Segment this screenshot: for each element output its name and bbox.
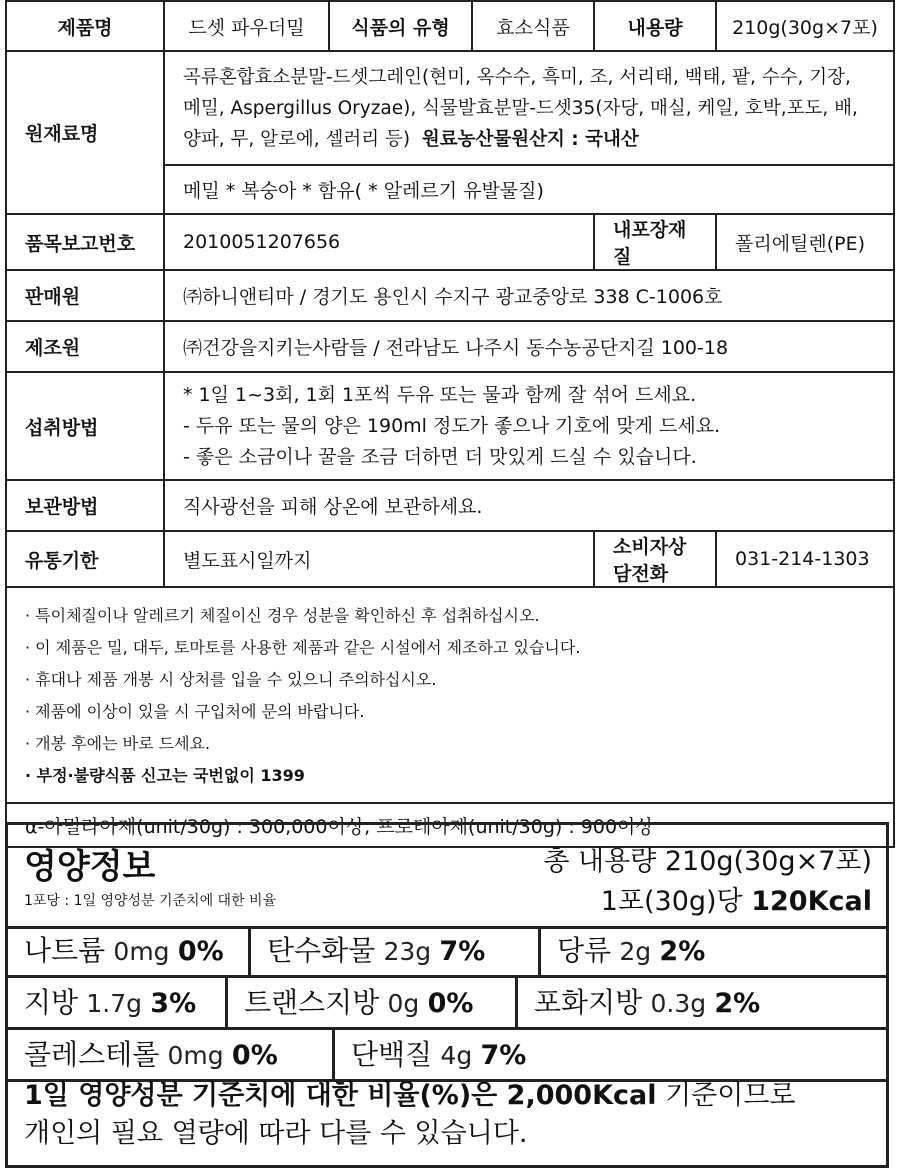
content-amount: 210g(30g×7포)	[716, 1, 894, 51]
nutrient-fat	[8, 978, 225, 1027]
content-label: 내용량	[594, 1, 716, 51]
nutrient-name: 포화지방	[534, 986, 643, 1019]
intake-line-3: - 좋은 소금이나 꿀을 조금 더하면 더 맛있게 드실 수 있습니다.	[183, 445, 697, 468]
nutrient-amount: 0g	[387, 989, 420, 1018]
packaging-label: 내포장재질	[594, 214, 716, 270]
nutrient-percent: 2%	[659, 936, 706, 967]
consult-phone: 031-214-1303	[716, 531, 894, 587]
precaution-2: · 이 제품은 밀, 대두, 토마토를 사용한 제품과 같은 시설에서 제조하고 있습니다.	[25, 638, 581, 657]
footnote-bold: 1일 영양성분 기준치에 대한 비율(%)은 2,000Kcal	[24, 1080, 657, 1111]
nutrient-name: 지방	[24, 986, 79, 1019]
ingredients-line-2: 메밀, Aspergillus Oryzae), 식물발효분말-드셋35(자당, 매실, 케일, 호박,포도, 배,	[183, 97, 858, 119]
packaging: 폴리에틸렌(PE)	[716, 214, 894, 270]
ingredients-line-3-text: 양파, 무, 알로에, 셀러리 등)	[183, 128, 411, 150]
product-info-table	[5, 0, 895, 848]
nutrition-header	[8, 825, 886, 929]
precaution-3: · 휴대나 제품 개봉 시 상처를 입을 수 있으니 주의하십시오.	[25, 670, 437, 689]
nutrient-percent: 0%	[177, 936, 224, 967]
food-type-label: 식품의 유형	[329, 1, 472, 51]
storage-label: 보관방법	[6, 480, 164, 531]
expiry: 별도표시일까지	[164, 531, 594, 587]
nutrient-name: 콜레스테롤	[24, 1038, 160, 1071]
footnote-line-2: 개인의 필요 열량에 따라 다를 수 있습니다.	[24, 1118, 528, 1149]
footnote-rest: 기준이므로	[656, 1080, 796, 1111]
food-type: 효소식품	[472, 1, 594, 51]
seller-label: 판매원	[6, 270, 164, 321]
product-name-label: 제품명	[6, 1, 164, 51]
nutrient-name: 단백질	[351, 1038, 433, 1071]
nutrient-amount: 23g	[383, 937, 432, 966]
nutrient-percent: 2%	[714, 988, 761, 1019]
nutrient-sugars	[538, 926, 886, 975]
report-no: 2010051207656	[164, 214, 594, 270]
product-info-label	[5, 0, 893, 848]
nutrient-percent: 7%	[480, 1040, 527, 1071]
nutrient-amount: 0mg	[113, 937, 170, 966]
ingredients-label: 원재료명	[6, 51, 164, 214]
intake-cell	[164, 372, 894, 480]
nutrient-name: 트랜스지방	[244, 986, 380, 1019]
calories: 120Kcal	[751, 886, 872, 917]
nutrition-subtitle: 1포당 : 1일 영양성분 기준치에 대한 비율	[24, 893, 277, 909]
nutrition-title: 영양정보	[24, 847, 156, 887]
footnote-line-1	[24, 1077, 795, 1115]
consult-label: 소비자상담전화	[594, 531, 716, 587]
nutrient-amount: 0.3g	[650, 989, 707, 1018]
seller: ㈜하니앤티마 / 경기도 용인시 수지구 광교중앙로 338 C-1006호	[164, 270, 894, 321]
per-serving-label: 1포(30g)당	[600, 886, 743, 917]
nutrient-percent: 7%	[439, 936, 486, 967]
ingredients-cell	[164, 51, 894, 165]
nutrient-amount: 4g	[440, 1041, 473, 1070]
nutrient-trans-fat	[225, 978, 515, 1027]
maker-label: 제조원	[6, 321, 164, 372]
nutrition-total-content: 총 내용량 210g(30g×7포)	[543, 846, 872, 877]
nutrient-percent: 0%	[231, 1040, 278, 1071]
precaution-1: · 특이체질이나 알레르기 체질이신 경우 성분을 확인하신 후 섭취하십시오.	[25, 606, 540, 625]
nutrient-sodium	[8, 926, 248, 975]
expiry-label: 유통기한	[6, 531, 164, 587]
report-hotline: · 부정·불량식품 신고는 국번없이 1399	[25, 766, 305, 785]
nutrient-name: 탄수화물	[267, 934, 376, 967]
ingredients-line-1: 곡류혼합효소분말-드셋그레인(현미, 옥수수, 흑미, 조, 서리태, 백태, 팥, 수수, 기장,	[183, 66, 851, 88]
nutrition-per-serving	[601, 879, 872, 918]
precaution-5: · 개봉 후에는 바로 드세요.	[25, 734, 211, 753]
nutrient-carbohydrate	[248, 926, 538, 975]
precautions-cell	[6, 587, 894, 803]
intake-line-2: - 두유 또는 물의 양은 190ml 정도가 좋으나 기호에 맞게 드세요.	[183, 414, 721, 437]
allergens: 메밀 * 복숭아 * 함유( * 알레르기 유발물질)	[164, 165, 894, 214]
nutrient-amount: 1.7g	[86, 989, 143, 1018]
nutrition-footnote	[24, 1077, 795, 1153]
nutrient-protein	[332, 1030, 886, 1079]
nutrition-facts-panel	[5, 822, 889, 1168]
nutrient-name: 당류	[557, 934, 612, 967]
report-no-label: 품목보고번호	[6, 214, 164, 270]
intake-line-1: * 1일 1~3회, 1회 1포씩 두유 또는 물과 함께 잘 섞어 드세요.	[183, 383, 697, 406]
precaution-4: · 제품에 이상이 있을 시 구입처에 문의 바랍니다.	[25, 702, 365, 721]
nutrition-row-2	[8, 978, 886, 1030]
ingredients-line-3	[183, 124, 875, 155]
nutrient-name: 나트륨	[24, 934, 106, 967]
storage: 직사광선을 피해 상온에 보관하세요.	[164, 480, 894, 531]
nutrition-row-3	[8, 1030, 886, 1082]
origin-text: 원료농산물원산지 : 국내산	[421, 128, 639, 150]
nutrient-saturated-fat	[515, 978, 886, 1027]
nutrient-percent: 3%	[150, 988, 197, 1019]
enzyme-activity: α-아밀라아제(unit/30g) : 300,000이상, 프로테아제(unit/30g) : 900이상	[6, 803, 894, 847]
nutrient-percent: 0%	[427, 988, 474, 1019]
nutrient-amount: 0mg	[167, 1041, 224, 1070]
intake-label: 섭취방법	[6, 372, 164, 480]
nutrient-cholesterol	[8, 1030, 332, 1079]
product-name: 드셋 파우더밀	[164, 1, 329, 51]
nutrition-row-1	[8, 926, 886, 978]
maker: ㈜건강을지키는사람들 / 전라남도 나주시 동수농공단지길 100-18	[164, 321, 894, 372]
nutrient-amount: 2g	[619, 937, 652, 966]
